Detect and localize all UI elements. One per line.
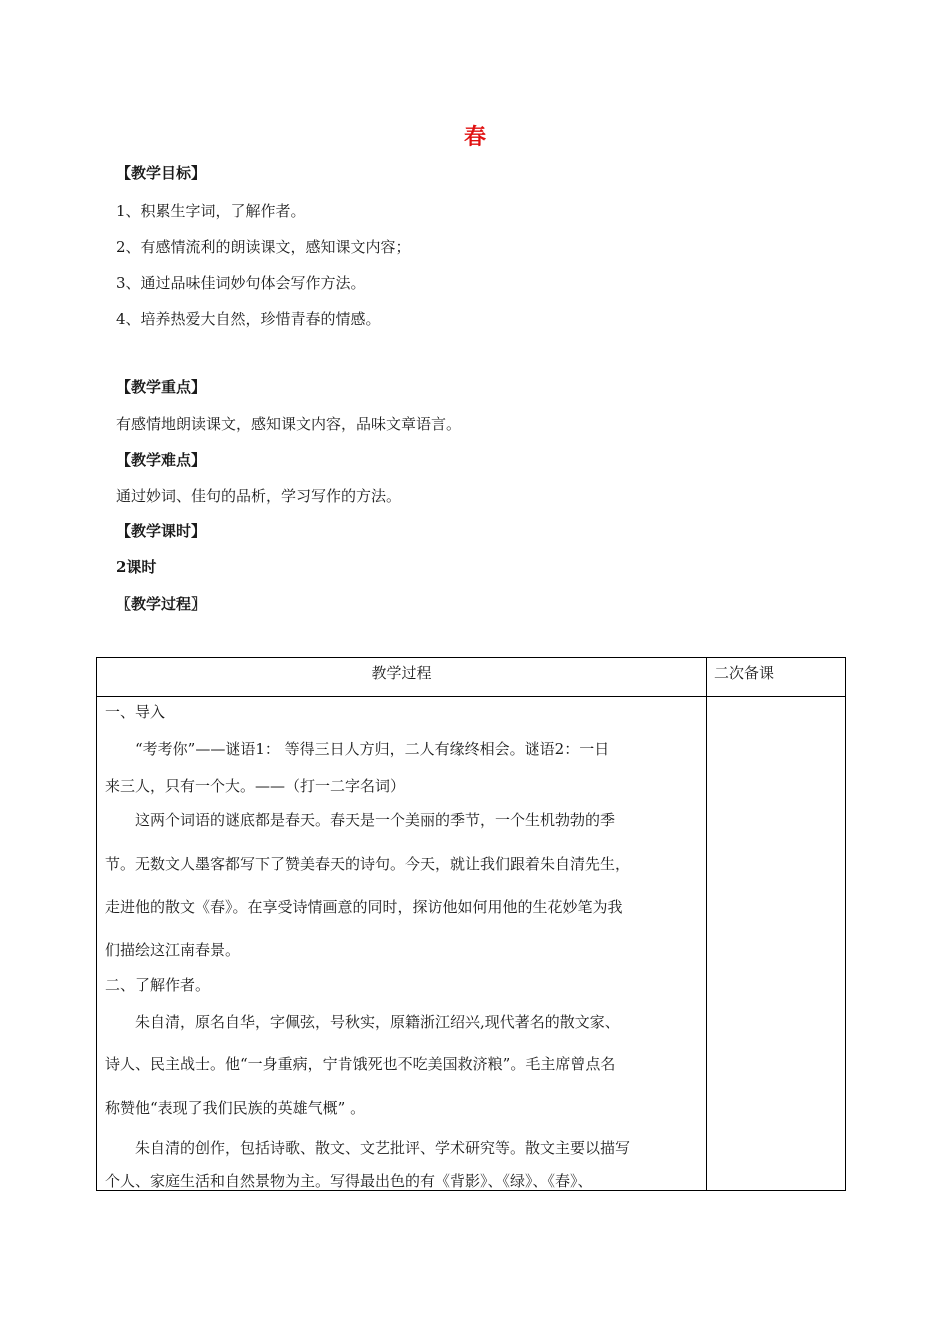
focus-heading: 【教学重点】	[116, 378, 207, 396]
lesson-table	[96, 657, 846, 1191]
focus-text: 有感情地朗读课文，感知课文内容，品味文章语言。	[116, 415, 462, 433]
table-line: 节。无数文人墨客都写下了赞美春天的诗句。今天，就让我们跟着朱自清先生，	[105, 855, 631, 873]
objective-item: 3、通过品味佳词妙句体会写作方法。	[116, 274, 366, 292]
table-line: 二、了解作者。	[105, 976, 211, 994]
table-line: 诗人、民主战士。他“一身重病，宁肯饿死也不吃美国救济粮”。毛主席曾点名	[105, 1055, 616, 1073]
difficulty-text: 通过妙词、佳句的品析，学习写作的方法。	[116, 487, 402, 505]
table-line: 一、导入	[105, 703, 166, 721]
difficulty-heading: 【教学难点】	[116, 451, 207, 469]
table-line: “考考你”——谜语1： 等得三日人方归，二人有缘终相会。谜语2：一日	[105, 740, 610, 758]
process-heading: 〖教学过程〗	[116, 595, 207, 613]
objective-item: 4、培养热爱大自然，珍惜青春的情感。	[116, 310, 381, 328]
table-line: 称赞他“表现了我们民族的英雄气概” 。	[105, 1099, 366, 1117]
table-line: 朱自清，原名自华，字佩弦，号秋实，原籍浙江绍兴,现代著名的散文家、	[105, 1013, 620, 1031]
objectives-heading: 【教学目标】	[116, 164, 207, 182]
hours-text: 2课时	[116, 558, 157, 576]
header-divider	[97, 696, 845, 697]
table-line: 这两个词语的谜底都是春天。春天是一个美丽的季节，一个生机勃勃的季	[105, 811, 616, 829]
table-line: 们描绘这江南春景。	[105, 941, 241, 959]
page-title: 春	[463, 124, 486, 150]
table-line: 朱自清的创作，包括诗歌、散文、文艺批评、学术研究等。散文主要以描写	[105, 1139, 631, 1157]
table-header-process: 教学过程	[371, 664, 432, 682]
table-line: 走进他的散文《春》。在享受诗情画意的同时，探访他如何用他的生花妙笔为我	[105, 898, 623, 916]
column-divider	[706, 658, 707, 1190]
hours-heading: 【教学课时】	[116, 522, 207, 540]
table-header-notes: 二次备课	[714, 664, 775, 682]
objective-item: 2、有感情流利的朗读课文，感知课文内容；	[116, 238, 411, 256]
table-line: 个人、家庭生活和自然景物为主。写得最出色的有《背影》、《绿》、《春》、	[105, 1172, 593, 1190]
table-line: 来三人，只有一个大。——（打一二字名词）	[105, 777, 406, 795]
objective-item: 1、积累生字词，了解作者。	[116, 202, 306, 220]
